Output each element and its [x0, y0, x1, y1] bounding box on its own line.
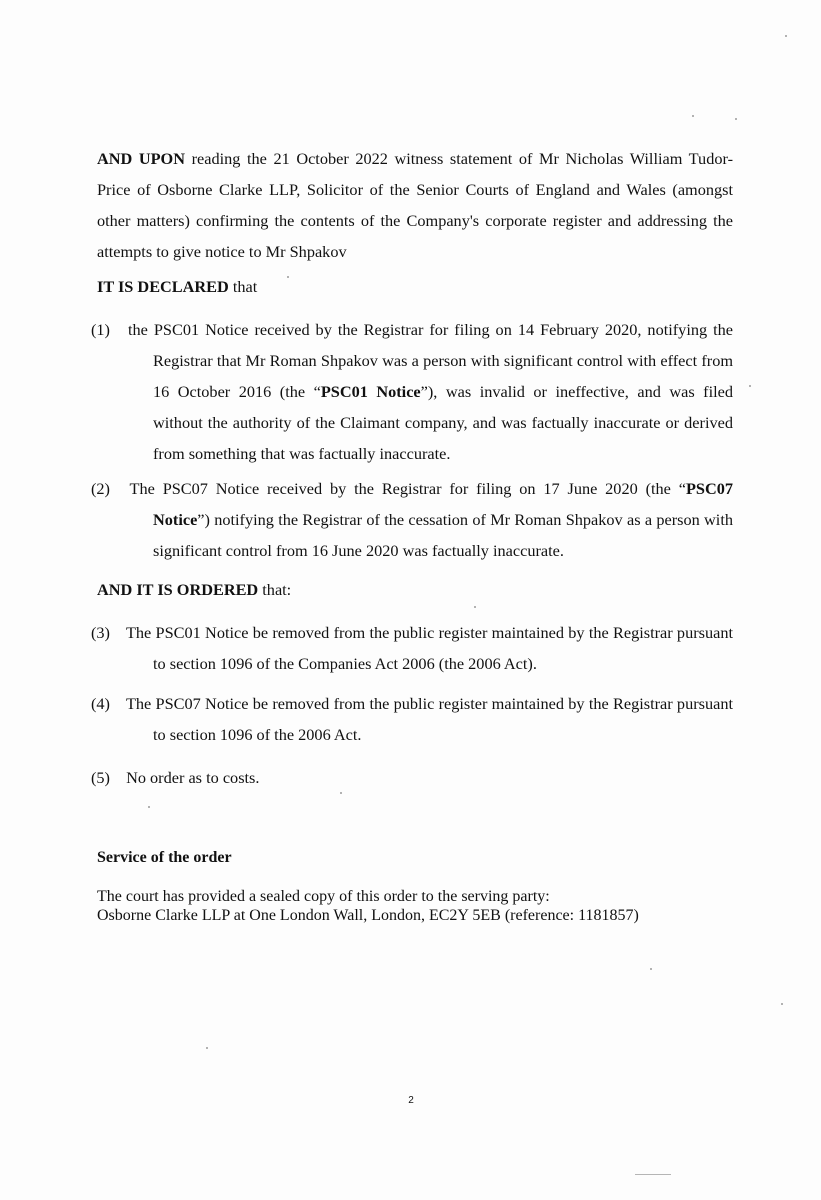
scan-speck — [785, 35, 787, 37]
ordered-heading — [97, 574, 291, 605]
item-defined-term: PSC01 Notice — [320, 382, 421, 401]
intro-paragraph — [97, 143, 733, 267]
ordered-lead: AND IT IS ORDERED — [97, 580, 259, 599]
order-item-5: (5) No order as to costs. — [91, 768, 260, 787]
intro-lead: AND UPON — [97, 149, 185, 168]
declared-lead: IT IS DECLARED — [97, 277, 229, 296]
order-text: No order as to costs. — [122, 768, 260, 787]
service-details — [97, 887, 737, 925]
scan-speck — [148, 806, 150, 808]
scan-speck — [735, 118, 737, 120]
intro-text: reading the 21 October 2022 witness statement of Mr Nicholas William Tudor-Price of Osborne Clarke LLP, Solicitor of the Senior Courts of England and Wales (amongst other matters) confirming the contents of the Company's corporate register and addressing the attempts to give notice to Mr Shpakov — [97, 149, 733, 261]
page-number: 2 — [408, 1095, 414, 1106]
order-item-4: (4) The PSC07 Notice be removed from the public register maintained by the Registrar pursuant to section 1096 of the 2006 Act. — [91, 694, 733, 744]
scan-speck — [749, 385, 751, 387]
item-text-post: ”) notifying the Registrar of the cessation of Mr Roman Shpakov as a person with significant control from 16 June 2020 was factually inaccurate. — [153, 510, 733, 560]
order-text: The PSC01 Notice be removed from the public register maintained by the Registrar pursuant to section 1096 of the Companies Act 2006 (the 2006 Act). — [122, 623, 733, 673]
declaration-item-2: (2) The PSC07 Notice received by the Registrar for filing on 17 June 2020 (the “PSC07 Notice”) notifying the Registrar of the cessation of Mr Roman Shpakov as a person with significant control from 16 June 2020 was factually inaccurate. — [91, 479, 733, 560]
scan-speck — [287, 276, 289, 278]
item-defined-term: PSC07 Notice — [153, 479, 733, 529]
scan-mark — [635, 1174, 671, 1175]
order-text: The PSC07 Notice be removed from the public register maintained by the Registrar pursuant to section 1096 of the 2006 Act. — [122, 694, 733, 744]
item-text-post: ”), was invalid or ineffective, and was filed without the authority of the Claimant company, and was factually inaccurate or derived from something that was factually inaccurate. — [153, 382, 733, 463]
scan-speck — [692, 115, 694, 117]
scan-speck — [206, 1047, 208, 1049]
scan-speck — [474, 606, 476, 608]
scan-speck — [781, 1003, 783, 1005]
declared-heading — [97, 271, 257, 302]
service-line-2: Osborne Clarke LLP at One London Wall, London, EC2Y 5EB (reference: 1181857) — [97, 907, 639, 924]
ordered-tail: that: — [258, 580, 292, 599]
item-text-pre: The PSC07 Notice received by the Registrar for filing on 17 June 2020 (the “ — [122, 479, 686, 498]
scan-speck — [340, 792, 342, 794]
declaration-item-1: (1) the PSC01 Notice received by the Registrar for filing on 14 February 2020, notifying the Registrar that Mr Roman Shpakov was a person with significant control with effect from 16 October 2016 (the “PSC01 Notice”), was invalid or ineffective, and was filed without the authority of the Claimant company, and was factually inaccurate or derived from something that was factually inaccurate. — [91, 320, 733, 463]
service-line-1: The court has provided a sealed copy of this order to the serving party: — [97, 888, 550, 905]
declared-tail: that — [228, 277, 258, 296]
service-heading: Service of the order — [97, 849, 232, 866]
scan-speck — [650, 968, 652, 970]
item-text-pre: the PSC01 Notice received by the Registrar for filing on 14 February 2020, notifying the Registrar that Mr Roman Shpakov was a person with significant control with effect from 16 October 2016 (the “ — [122, 320, 733, 401]
order-item-3: (3) The PSC01 Notice be removed from the public register maintained by the Registrar pursuant to section 1096 of the Companies Act 2006 (the 2006 Act). — [91, 623, 733, 673]
